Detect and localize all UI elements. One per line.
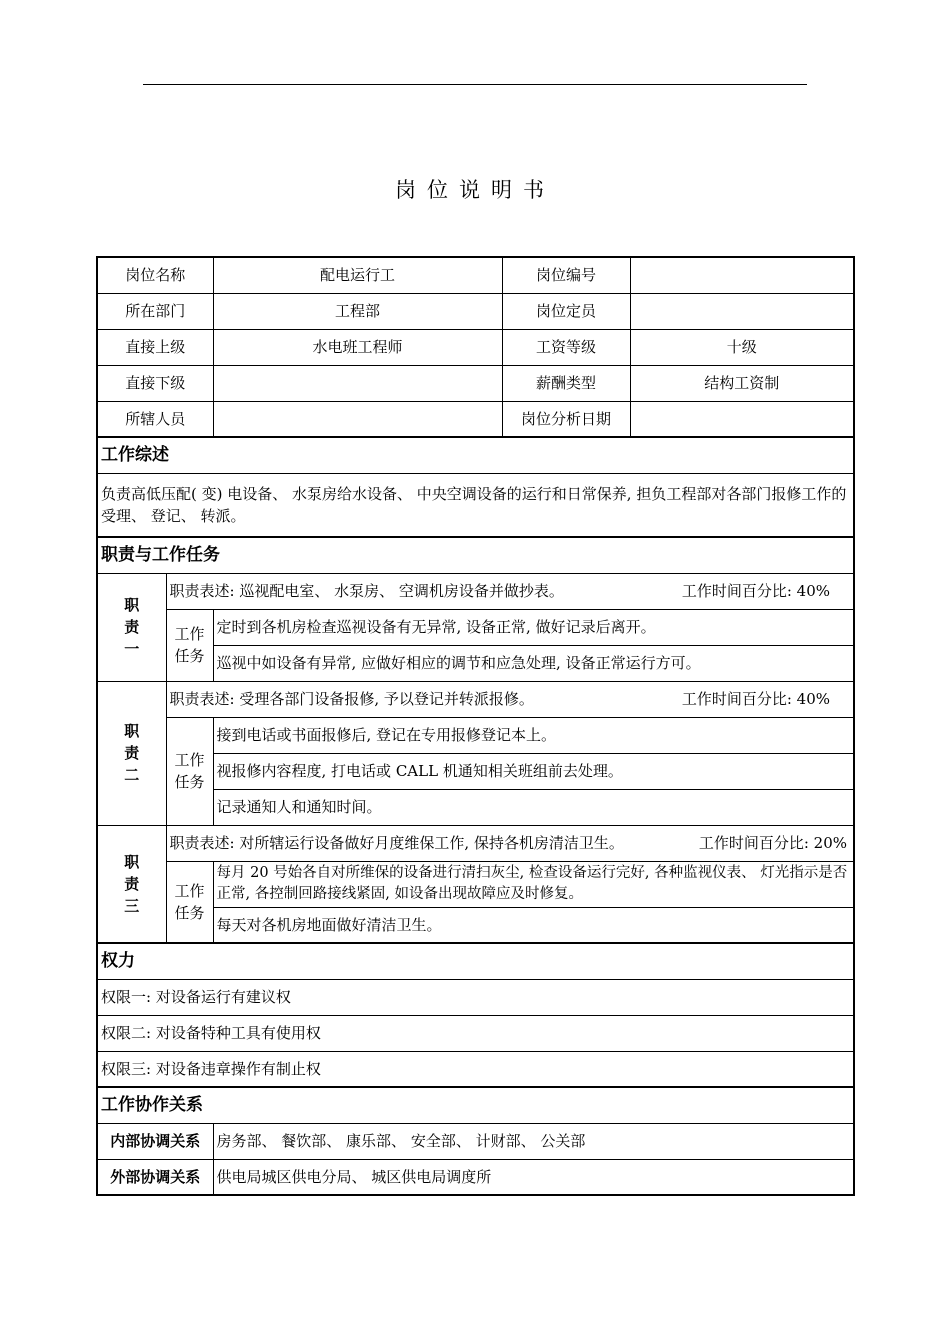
task-label: 工作 任务 <box>166 609 213 681</box>
external-relations-label: 外部协调关系 <box>97 1159 213 1195</box>
info-row <box>97 257 854 293</box>
authority-heading: 权力 <box>97 943 854 979</box>
info-value: 结构工资制 <box>630 365 854 401</box>
internal-relations-value: 房务部、 餐饮部、 康乐部、 安全部、 计财部、 公关部 <box>213 1123 854 1159</box>
duty-2-pct: 工作时间百分比: 40% <box>681 690 831 708</box>
info-label: 所辖人员 <box>97 401 213 437</box>
info-label: 工资等级 <box>502 329 630 365</box>
info-value: 工程部 <box>213 293 502 329</box>
duty-3-label: 职 责 三 <box>97 825 166 943</box>
info-value <box>630 401 854 437</box>
info-label: 岗位编号 <box>502 257 630 293</box>
duty-1-label: 职 责 一 <box>97 573 166 681</box>
header-rule <box>143 84 807 85</box>
info-label: 岗位名称 <box>97 257 213 293</box>
task-item: 定时到各机房检查巡视设备有无异常, 设备正常, 做好记录后离开。 <box>213 609 854 645</box>
duty-1-desc: 职责表述: 巡视配电室、 水泵房、 空调机房设备并做抄表。 工作时间百分比: 40% <box>166 573 854 609</box>
info-value: 配电运行工 <box>213 257 502 293</box>
duty-2-desc: 职责表述: 受理各部门设备报修, 予以登记并转派报修。 工作时间百分比: 40% <box>166 681 854 717</box>
task-label: 工作 任务 <box>166 717 213 825</box>
task-item: 视报修内容程度, 打电话或 CALL 机通知相关班组前去处理。 <box>213 753 854 789</box>
summary-heading: 工作综述 <box>97 437 854 473</box>
authority-item: 权限二: 对设备特种工具有使用权 <box>97 1015 854 1051</box>
info-label: 岗位定员 <box>502 293 630 329</box>
task-item: 记录通知人和通知时间。 <box>213 789 854 825</box>
info-label: 直接上级 <box>97 329 213 365</box>
task-item: 每月 20 号始各自对所维保的设备进行清扫灰尘, 检查设备运行完好, 各种监视仪表、 灯光指示是否正常, 各控制回路接线紧固, 如设备出现故障应及时修复。 <box>213 861 854 907</box>
info-label: 直接下级 <box>97 365 213 401</box>
info-row <box>97 401 854 437</box>
relations-heading: 工作协作关系 <box>97 1087 854 1123</box>
info-label: 岗位分析日期 <box>502 401 630 437</box>
authority-item: 权限一: 对设备运行有建议权 <box>97 979 854 1015</box>
info-value: 十级 <box>630 329 854 365</box>
document-title: 岗位说明书 <box>395 178 555 202</box>
info-row <box>97 329 854 365</box>
duty-3-desc: 职责表述: 对所辖运行设备做好月度维保工作, 保持各机房清洁卫生。 工作时间百分比: 20% <box>166 825 854 861</box>
authority-item: 权限三: 对设备违章操作有制止权 <box>97 1051 854 1087</box>
info-value <box>213 401 502 437</box>
task-label: 工作 任务 <box>166 861 213 943</box>
summary-text: 负责高低压配( 变) 电设备、 水泵房给水设备、 中央空调设备的运行和日常保养, 担负工程部对各部门报修工作的受理、 登记、 转派。 <box>97 473 854 537</box>
duty-1-pct: 工作时间百分比: 40% <box>681 582 831 600</box>
info-label: 所在部门 <box>97 293 213 329</box>
internal-relations-label: 内部协调关系 <box>97 1123 213 1159</box>
job-description-table <box>96 256 855 1196</box>
duty-2-label: 职 责 二 <box>97 681 166 825</box>
duty-3-pct: 工作时间百分比: 20% <box>698 834 848 852</box>
duties-heading: 职责与工作任务 <box>97 537 854 573</box>
task-item: 每天对各机房地面做好清洁卫生。 <box>213 907 854 943</box>
info-row <box>97 293 854 329</box>
info-value <box>213 365 502 401</box>
info-row <box>97 365 854 401</box>
task-item: 巡视中如设备有异常, 应做好相应的调节和应急处理, 设备正常运行方可。 <box>213 645 854 681</box>
info-label: 薪酬类型 <box>502 365 630 401</box>
external-relations-value: 供电局城区供电分局、 城区供电局调度所 <box>213 1159 854 1195</box>
info-value: 水电班工程师 <box>213 329 502 365</box>
info-value <box>630 293 854 329</box>
task-item: 接到电话或书面报修后, 登记在专用报修登记本上。 <box>213 717 854 753</box>
info-value <box>630 257 854 293</box>
